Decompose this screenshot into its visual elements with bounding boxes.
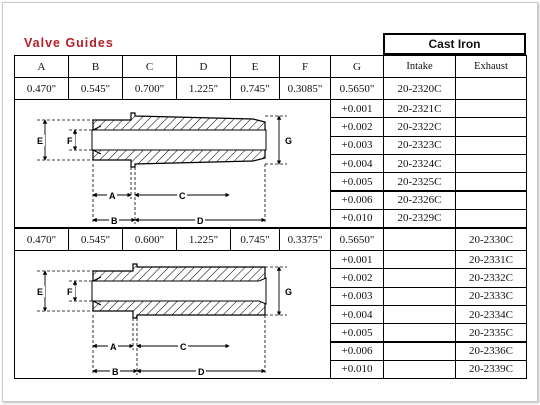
column-header-b: B: [68, 55, 123, 78]
dimension-label-e: E: [37, 287, 44, 297]
exhaust-part-number: [455, 172, 527, 191]
guide-bore: [92, 278, 266, 304]
g-oversize-value: +0.002: [330, 268, 384, 287]
exhaust-part-number: [455, 99, 527, 118]
dimension-label-d: D: [198, 367, 205, 377]
exhaust-part-number: [455, 77, 527, 100]
dim-c-value: 0.600": [122, 228, 177, 251]
exhaust-part-number: 20-2336C: [455, 342, 527, 361]
dimension-label-g: G: [285, 136, 293, 146]
exhaust-part-number: 20-2330C: [455, 228, 527, 251]
exhaust-part-number: 20-2333C: [455, 287, 527, 306]
dim-a-value: 0.470": [14, 228, 69, 251]
dim-f-value: 0.3085": [279, 77, 331, 100]
g-oversize-value: +0.010: [330, 209, 384, 228]
section-divider: [14, 227, 526, 229]
g-oversize-value: +0.010: [330, 360, 384, 379]
intake-part-number: [383, 360, 456, 379]
exhaust-part-number: [455, 191, 527, 210]
material-header: Cast Iron: [383, 33, 526, 55]
column-header-f: F: [279, 55, 331, 78]
dim-g-value: 0.5650": [330, 228, 384, 251]
dim-e-value: 0.745": [230, 228, 280, 251]
exhaust-part-number: 20-2334C: [455, 305, 527, 324]
dim-f-value: 0.3375": [279, 228, 331, 251]
dim-e-value: 0.745": [230, 77, 280, 100]
column-header-a: A: [14, 55, 69, 78]
exhaust-part-number: 20-2335C: [455, 323, 527, 342]
exhaust-part-number: [455, 136, 527, 155]
g-oversize-value: +0.006: [330, 191, 384, 210]
g-oversize-value: +0.002: [330, 117, 384, 136]
valve-guide-diagram-box: [14, 250, 331, 379]
dim-a-value: 0.470": [14, 77, 69, 100]
dimension-label-a: A: [109, 191, 116, 201]
intake-part-number: [383, 250, 456, 269]
exhaust-part-number: 20-2332C: [455, 268, 527, 287]
g-oversize-value: +0.005: [330, 323, 384, 342]
dimension-label-f: F: [67, 136, 73, 146]
dimension-label-c: C: [179, 191, 186, 201]
intake-part-number: [383, 228, 456, 251]
valve-guide-diagram-box: [14, 99, 331, 228]
dim-d-value: 1.225": [176, 77, 231, 100]
exhaust-part-number: [455, 117, 527, 136]
intake-part-number: 20-2322C: [383, 117, 456, 136]
intake-part-number: 20-2320C: [383, 77, 456, 100]
valve-guide-drawing: [15, 251, 331, 379]
intake-part-number: 20-2324C: [383, 154, 456, 173]
g-oversize-value: +0.001: [330, 99, 384, 118]
column-header-g: G: [330, 55, 384, 78]
dimension-label-g: G: [285, 287, 293, 297]
g-oversize-value: +0.001: [330, 250, 384, 269]
dimension-label-e: E: [37, 136, 44, 146]
dim-b-value: 0.545": [68, 228, 123, 251]
intake-part-number: [383, 305, 456, 324]
column-header-c: C: [122, 55, 177, 78]
intake-part-number: [383, 342, 456, 361]
document-title: Valve Guides: [24, 36, 114, 50]
g-oversize-value: +0.004: [330, 305, 384, 324]
intake-header: Intake: [383, 55, 456, 78]
guide-bore: [92, 130, 266, 150]
column-header-e: E: [230, 55, 280, 78]
column-header-d: D: [176, 55, 231, 78]
g-oversize-value: +0.005: [330, 172, 384, 191]
intake-part-number: 20-2321C: [383, 99, 456, 118]
exhaust-part-number: 20-2339C: [455, 360, 527, 379]
intake-part-number: [383, 287, 456, 306]
dimension-label-b: B: [112, 367, 119, 377]
valve-guide-drawing: [15, 100, 331, 228]
exhaust-part-number: 20-2331C: [455, 250, 527, 269]
intake-part-number: 20-2329C: [383, 209, 456, 228]
exhaust-header: Exhaust: [455, 55, 527, 78]
intake-part-number: 20-2323C: [383, 136, 456, 155]
intake-part-number: [383, 268, 456, 287]
exhaust-part-number: [455, 154, 527, 173]
dimension-label-b: B: [111, 216, 118, 226]
exhaust-part-number: [455, 209, 527, 228]
dim-b-value: 0.545": [68, 77, 123, 100]
intake-part-number: [383, 323, 456, 342]
g-oversize-value: +0.006: [330, 342, 384, 361]
intake-part-number: 20-2326C: [383, 191, 456, 210]
dimension-label-a: A: [110, 342, 117, 352]
dimension-label-f: F: [67, 287, 73, 297]
intake-part-number: 20-2325C: [383, 172, 456, 191]
dimension-label-c: C: [180, 342, 187, 352]
g-oversize-value: +0.003: [330, 287, 384, 306]
dimension-label-d: D: [197, 216, 204, 226]
g-oversize-value: +0.004: [330, 154, 384, 173]
dim-c-value: 0.700": [122, 77, 177, 100]
dim-d-value: 1.225": [176, 228, 231, 251]
dim-g-value: 0.5650": [330, 77, 384, 100]
g-oversize-value: +0.003: [330, 136, 384, 155]
